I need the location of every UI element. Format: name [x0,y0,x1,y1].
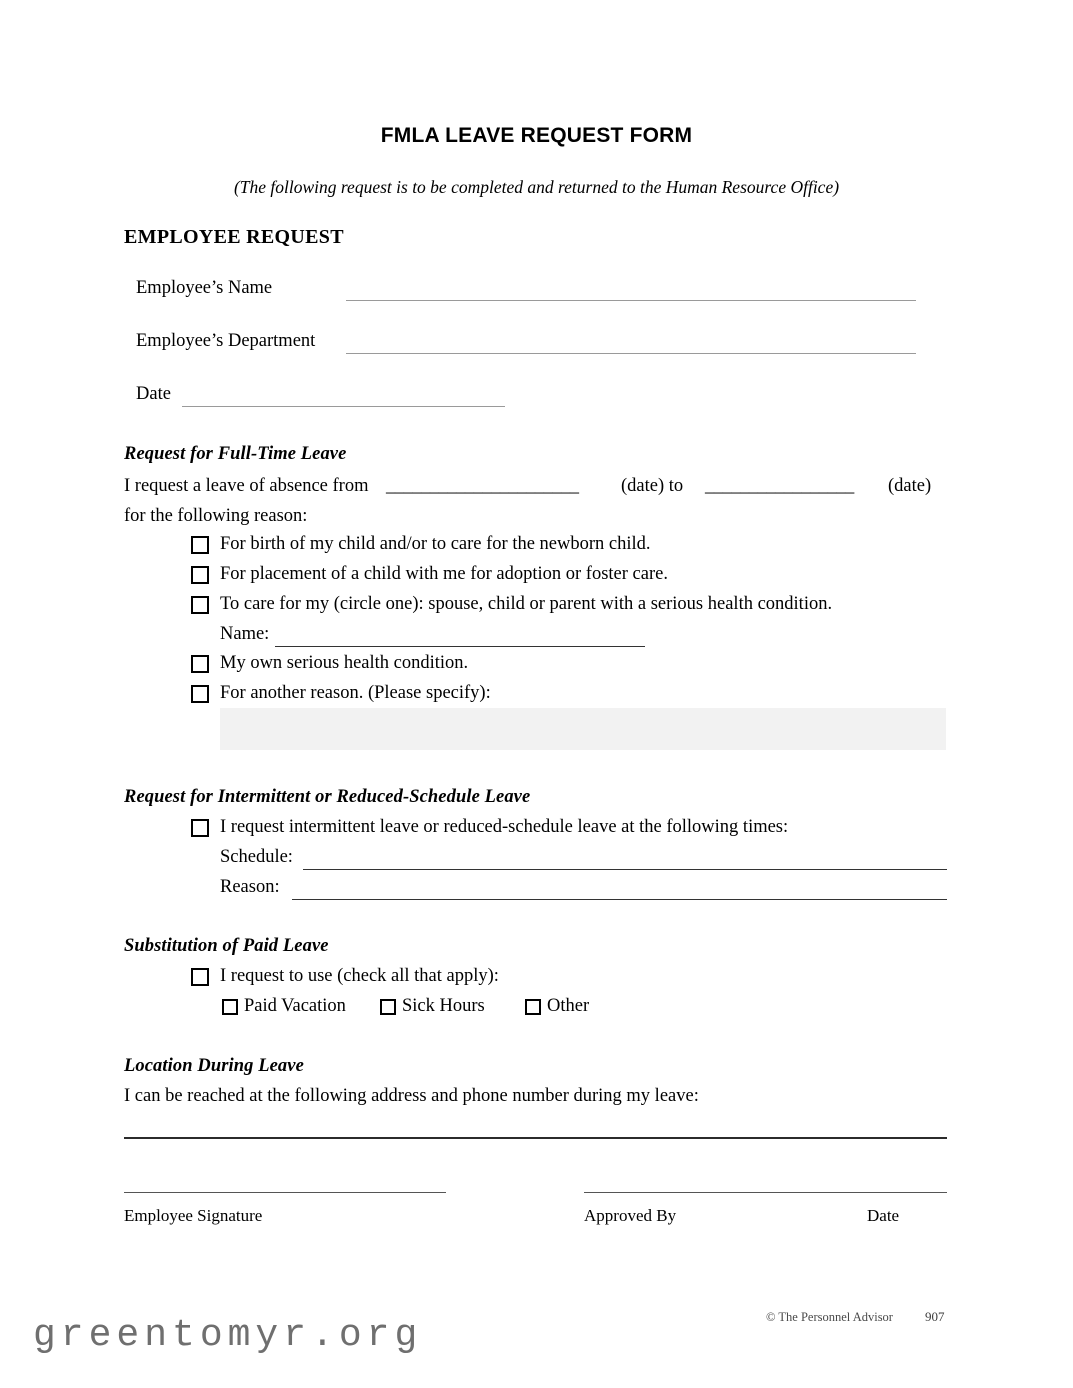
location-instruction: I can be reached at the following address and phone number during my leave: [124,1086,699,1106]
page-subtitle: (The following request is to be completed and returned to the Human Resource Office) [233,177,840,197]
footer-copyright: © The Personnel Advisor [766,1310,893,1324]
checkbox-own-health-condition[interactable] [191,655,209,673]
employee-name-input[interactable] [346,300,916,301]
checkbox-label-other: Other [547,996,590,1016]
watermark-text: greentomyr.org [33,1314,423,1357]
checkbox-label-own-health-condition: My own serious health condition. [220,653,469,673]
section-heading-employee-request: EMPLOYEE REQUEST [124,226,344,248]
leave-from-date-blank[interactable]: ______________________ [386,476,579,496]
checkbox-paid-vacation[interactable] [222,999,238,1015]
section-heading-full-time-leave: Request for Full-Time Leave [124,444,347,464]
checkbox-label-another-reason: For another reason. (Please specify): [220,683,491,703]
leave-date-label-2: (date) [888,476,932,496]
section-heading-location-during-leave: Location During Leave [124,1056,304,1076]
checkbox-request-to-use[interactable] [191,968,209,986]
reason-input[interactable] [292,899,947,900]
employee-department-input[interactable] [346,353,916,354]
employee-name-label: Employee’s Name [136,278,273,298]
date-label: Date [136,384,171,404]
checkbox-birth-of-child[interactable] [191,536,209,554]
page-title: FMLA LEAVE REQUEST FORM [380,124,693,147]
another-reason-specify-input[interactable] [220,708,946,750]
checkbox-label-paid-vacation: Paid Vacation [244,996,346,1016]
schedule-label: Schedule: [220,847,293,867]
checkbox-placement-adoption-foster[interactable] [191,566,209,584]
checkbox-label-request-to-use: I request to use (check all that apply): [220,966,499,986]
approved-by-label: Approved By [584,1206,677,1225]
checkbox-another-reason[interactable] [191,685,209,703]
date-input[interactable] [182,406,505,407]
employee-signature-label: Employee Signature [124,1206,263,1225]
family-member-name-label: Name: [220,624,270,644]
family-member-name-input[interactable] [275,646,645,647]
checkbox-sick-hours[interactable] [380,999,396,1015]
checkbox-intermittent-leave[interactable] [191,819,209,837]
schedule-input[interactable] [303,869,947,870]
section-heading-substitution-paid-leave: Substitution of Paid Leave [124,936,329,956]
checkbox-label-intermittent-leave: I request intermittent leave or reduced-schedule leave at the following times: [220,817,789,837]
employee-signature-input[interactable] [124,1192,446,1193]
approval-date-label: Date [867,1206,900,1225]
checkbox-label-birth-of-child: For birth of my child and/or to care for the newborn child. [220,534,651,554]
approved-by-input[interactable] [584,1192,947,1193]
employee-department-label: Employee’s Department [136,331,316,351]
leave-date-label-1: (date) to [621,476,684,496]
checkbox-label-placement-adoption-foster: For placement of a child with me for adoption or foster care. [220,564,668,584]
checkbox-other[interactable] [525,999,541,1015]
section-heading-intermittent-leave: Request for Intermittent or Reduced-Schedule Leave [124,787,531,807]
leave-request-line-prefix: I request a leave of absence from [124,476,369,496]
checkbox-care-for-family-member[interactable] [191,596,209,614]
reason-label: Reason: [220,877,280,897]
location-address-input[interactable] [124,1137,947,1139]
checkbox-label-care-for-family-member: To care for my (circle one): spouse, child or parent with a serious health condition. [220,594,833,614]
checkbox-label-sick-hours: Sick Hours [402,996,485,1016]
leave-to-date-blank[interactable]: _________________ [705,476,854,496]
footer-form-number: 907 [925,1309,945,1324]
leave-reason-intro: for the following reason: [124,506,308,526]
